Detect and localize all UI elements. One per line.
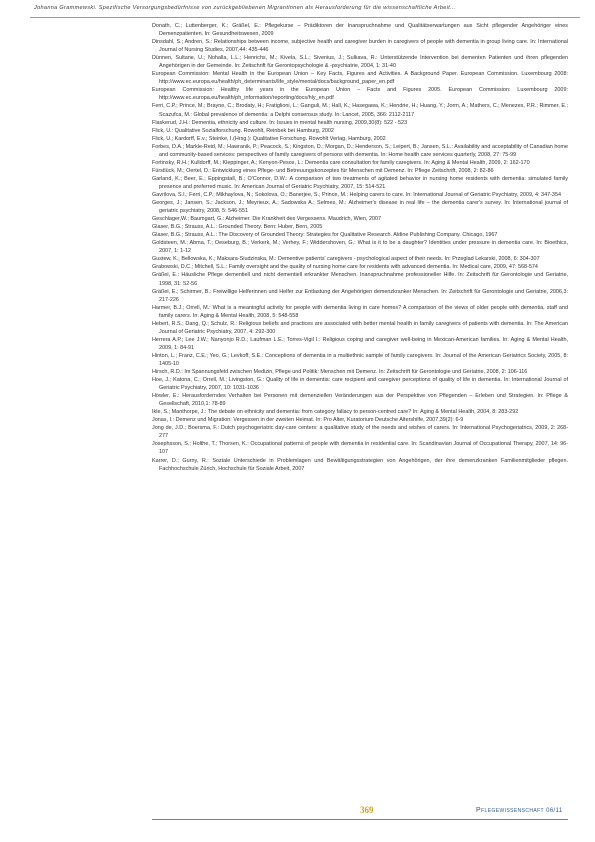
reference-entry: Geschlager,W.; Baumgart, G.: Alzheimer. Die Krankheit des Vergessens. Maudrich, Wien, 2007 bbox=[152, 216, 382, 223]
reference-entry: Gavrilova, S.I.; Ferri, C.P.; Mikhaylova, N.; Sokolova, O.; Banerjee, S.; Prince, M.: Helping carers to care. In: International Journal of Geriatric Psychiatry, 2009, 4: 347-354 bbox=[152, 191, 561, 198]
reference-entry: Hoe, J.; Katona, C.; Orrell, M.; Livingston, G.: Quality of life in dementia: care recipient and caregiver perceptions of quality of life in dementia. In: International Journal of Geriatric Psychiatry, 2007, 10: 1031-1036 bbox=[152, 377, 568, 392]
reference-entry: Garland, K.; Beer, E.; Eppingstall, B.; O'Connor, D.W.: A comparison of two treatments of agitated behavior in nursing home residents with dementia: simulated family presence and preferred music. In: American Journal of Geriatric Psychiatry, 2007, 15: 514-521 bbox=[152, 175, 568, 190]
reference-entry: Glaser, B.G.; Strauss, A.L.: Grounded Theory. Bern: Huber, Bern, 2005 bbox=[152, 224, 323, 231]
journal-issue: 06/11 bbox=[546, 808, 563, 814]
reference-list bbox=[152, 22, 568, 473]
reference-entry: Hebert, R.S.; Dang, Q.; Schulz, R.: Religious beliefs and practices are associated with better mental health in family caregivers of patients with dementia. In: The American Journal of Geriatric Psychiatry, 2007, 4: 292-300 bbox=[152, 320, 568, 335]
journal-footer bbox=[476, 807, 563, 814]
reference-entry: Donath, C.; Luttenberger, K.; Gräßel, E.: Pflegekurse – Prädiktoren der Inanspruchnahme und Qualitätserwartungen aus Sicht pflegender Angehöriger eines Demenzpatienten. In: Gesundheitswesen, 2009 bbox=[152, 23, 568, 38]
reference-entry: Georges, J.; Jansen, S.; Jackson, J.; Meyrieux, A.; Sadowska A.; Selmes, M.: Alzheimer's disease in real life – the dementia carer's survey. In: International journal of geriatric psychiatry, 2008, 5: 546-551 bbox=[152, 200, 568, 215]
reference-entry: Glaser, B.G.; Strauss, A.L.: The Discovery of Grounded Theory: Strategies for Qualitative Research. Aldine Publishing Company. Chicago, 1967 bbox=[152, 232, 498, 239]
reference-entry: Gräßel, E.; Schirmer, B.: Freiwillige Helferinnen und Helfer zur Entlastung der Angehörigen demenzkranker Menschen. In: Zeitschrift für Gerontologie und Geriatrie, 2006,3: 217-226 bbox=[152, 288, 568, 303]
page-number: 369 bbox=[360, 805, 374, 815]
reference-entry: Herrera A.P.; Lee J.W.; Nanyonjo R.D.; Laufman L.E.; Torres-Vigil I.: Religious coping and caregiver well-being in Mexican-American families. In: Aging & Mental Health, 2009, 1: 84-91 bbox=[152, 336, 568, 351]
reference-entry: Hinton, L.; Franz, C.E.; Yeo, G.; Levkoff, S.E.: Conceptions of dementia in a multiethnic sample of family caregivers. In: Journal of the American Geriatrics Society, 2005, 8: 1405-10 bbox=[152, 352, 568, 367]
reference-entry: Jong de, J.D.; Boersma, F.: Dutch psychogeriatric day-care centers: a qualitative study of the needs and wishes of carers. In: International Psychogeriatrics, 2009, 2: 268-277 bbox=[152, 425, 568, 440]
reference-entry: Harmer, B.J.; Orrell, M.: What is a meaningful activity for people with dementia living in care homes? A comparison of the views of older people with dementia, staff and family carers. In: Aging & Mental Health, 2008, 5: 548-558 bbox=[152, 304, 568, 319]
reference-entry: Hirsch, R.D.: Im Spannungsfeld zwischen Medizin, Pflege und Politik: Menschen mit Demenz. In: Zeitschrift für Gerontologie und Geriatrie, 2008, 2: 106-116 bbox=[152, 369, 528, 376]
reference-entry: Höwler, E.: Herausforderndes Verhalten bei Personen mit demenziellen Veränderungen aus der Perspektive von Pflegenden – Erleben und Strategien. In: Pflege & Gesellschaft, 2010,1: 78-89 bbox=[152, 393, 568, 408]
header-rule bbox=[30, 17, 580, 18]
reference-entry: Karrer, D.; Gurny, R.: Soziale Unterschiede in Problemlagen und Bewältigungsstrategien von Angehörigen, der ihre demenzkranken Familienmitglieder pflegen. Fachhochschule Zürich, Hochschule für Soziale Arbeit, 2007 bbox=[152, 457, 568, 472]
reference-entry: Ikle, S.; Manthorpe, J.: The debate on ethnicity and dementia: from category fallacy to person-centred care? In: Aging & Mental Health, 2004, 8: 283-292 bbox=[152, 409, 519, 416]
reference-entry: Fortinsky, R.H.; Kulldorff, M.; Kleppinger, A.; Kenyon-Pesce, L.: Dementia care consultation for family caregivers. In: Aging & Mental Health, 2009, 2: 162-170 bbox=[152, 159, 530, 166]
reference-entry: Fürstlück, M.; Oertel, D.: Entwicklung eines Pflege- und Betreuungskonzeptes für Menschen mit Demenz. In: Pflege Zeitschrift, 2008, 2: 82-86 bbox=[152, 167, 494, 174]
reference-entry: Jonas, I.: Demenz und Migration: Vergessen in der zweiten Heimat. In: Pro Alter, Kuratorium Deutsche Altershilfe, 2007,39(2): 6-9 bbox=[152, 417, 464, 424]
reference-entry: Flaskerud, J.H.: Dementia, ethnicity and culture. In: Issues in mental health nursing, 2009,30(8): 522 - 523 bbox=[152, 119, 408, 126]
reference-entry: European Commission: Healthy life years in the European Union – Facts and Figures 2005. European Commission: Luxembourg 2009: http://www.ec.europa.eu/health/ph_information/reporting/docs/hly_en.pdf bbox=[152, 87, 568, 102]
reference-entry: Flick, U.: Qualitative Sozialforschung. Rowohlt, Reinbek bei Hamburg, 2002 bbox=[152, 127, 334, 134]
running-header: Johanna Grammewski. Spezifische Versorgungsbedürfnisse von zurückgebliebenen Migrantinnen als Herausforderung für die wissenschaftliche Arbeit... bbox=[34, 5, 456, 11]
reference-entry: Gräßel, E.: Häusliche Pflege dementiell und nicht dementiell erkrankter Menschen. Inanspruchnahme professioneller Hilfe. In: Zeitschrift für Gerontologie und Geriatrie, 1998, 31: 52-56 bbox=[152, 272, 568, 287]
reference-entry: European Commission: Mental Health in the European Union – Key Facts, Figures and Activities. A Background Paper. European Commission. Luxembourg 2008: http://www.ec.europa.eu/health/ph_determinants/life_style/mental/docs/background_paper_en.pdf bbox=[152, 71, 568, 86]
journal-name: Pflegewissenschaft bbox=[476, 807, 544, 814]
reference-entry: Goldsteen, M.; Abma, T.; Oeseburg, B.; Verkerk, M.; Verhey, F.; Widdershoven, G.: What is it to be a daughter? Identities under pressure in dementia care. In: Bioethics, 2007, 1: 1-12 bbox=[152, 240, 568, 255]
reference-entry: Flick, U.; Kardorff, E.v.; Steinke, I.(Hrsg.): Qualitative Forschung. Rowohlt Verlag, Hamburg, 2002 bbox=[152, 135, 386, 142]
reference-entry: Dinsdahl, S.; Andren, S.: Relationships between income, subjective health and caregiver burden in caregivers of people with dementia in group living care. In: International Journal of Nursing Studies, 2007,44: 435-446 bbox=[152, 39, 568, 54]
reference-entry: Dünnen, Sultane, U.; Nohalla, L.L.; Henrichs, M.; Kivela, S.L.; Sivenius, J.; Sulkava, R.: Unterstützende Intervention bei dementen Patienten und ihren pflegenden Angehörigen in der Gemeinde. In: Zeitschrift für Gerontopsychologie & -psychiatrie, 2004, 1: 31-40 bbox=[152, 55, 568, 70]
reference-entry: Forbes, D.A.; Markle-Reid, M.; Hawranik, P.; Peacock, S.; Kingston, D.; Morgan, D.; Henderson, S.; Leipert, B.; Jansen, S.L.: Availability and acceptability of Canadian home and community-based services: perspectives of family caregivers of persons with dementia. In: Home health care services quarterly, 2008, 27: 75-99 bbox=[152, 143, 568, 158]
reference-entry: Grabowski, D.C.; Mitchell, S.L.: Family oversight and the quality of nursing home care for residents with advanced dementia. In: Medical care, 2009, 47: 568-574 bbox=[152, 264, 538, 271]
footer-rule bbox=[152, 819, 568, 820]
reference-entry: Ferri, C.P.; Prince, M.; Brayne, C.; Brodaty, H.; Fratiglioni, L.; Ganguli, M.; Hall, K.; Hasegawa, K.; Hendrie, H.; Huang, Y.; Jorm, A.; Mathers, C.; Menezes, P.R.; Rimmer, E.; Scazufca, M.: Global prevalence of dementia: a Delphi consensus study. In: Lancet, 2005, 366: 2112-2117 bbox=[152, 103, 568, 118]
reference-entry: Josephsson, S.; Holthe, T.; Thorsen, K.: Occupational patterns of people with dementia in residential care. In: Scandinavian Journal of Occupational Therapy, 2007, 14: 96-107 bbox=[152, 441, 568, 456]
reference-entry: Gustew, K.; Bellowska, K.; Maksara-Siudzinska, M.: Dementive patients' caregivers - psychological aspect of their needs. In: Przeglad Lekarski, 2008, 6: 304-307 bbox=[152, 256, 540, 263]
